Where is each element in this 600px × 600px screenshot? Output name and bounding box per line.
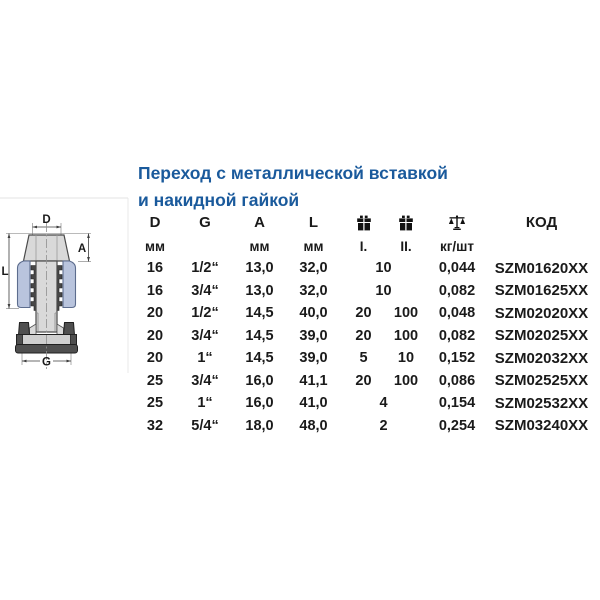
col-header-code: КОД <box>525 213 558 231</box>
table-cell: SZM02532XX <box>494 394 589 412</box>
table-cell: 32 <box>146 417 164 434</box>
table-cell: 20 <box>355 372 372 389</box>
table-cell: 0,082 <box>438 327 476 344</box>
page-title <box>138 160 448 214</box>
unit-l: мм <box>303 238 324 254</box>
unit-code <box>488 235 595 257</box>
table-cell: 20 <box>355 327 372 344</box>
table-cell: SZM02020XX <box>494 304 589 322</box>
table-cell: 48,0 <box>299 417 328 434</box>
scale-icon <box>448 215 466 231</box>
table-header-row <box>133 209 595 235</box>
table-cell: 41,1 <box>299 372 328 389</box>
table-units-row <box>133 235 595 257</box>
dim-label-l: L <box>1 266 9 278</box>
table-row <box>133 370 595 393</box>
page-title-line1: Переход с металлической вставкой <box>138 163 448 183</box>
col-header-pack1 <box>341 209 386 235</box>
unit-a: мм <box>249 238 270 254</box>
table-cell: 20 <box>146 350 164 367</box>
table-cell: 0,254 <box>438 417 476 434</box>
table-cell: 0,152 <box>438 350 476 367</box>
table-cell: 2 <box>379 417 388 434</box>
table-cell: 13,0 <box>245 282 274 299</box>
table-cell: 100 <box>393 372 419 389</box>
spec-table <box>133 209 595 437</box>
table-cell: 4 <box>379 395 388 412</box>
table-cell: 16 <box>146 260 164 277</box>
table-cell: 100 <box>393 327 419 344</box>
table-cell: 20 <box>355 305 372 322</box>
table-row <box>133 392 595 415</box>
table-cell: SZM02025XX <box>494 327 589 345</box>
table-cell: 16,0 <box>245 372 274 389</box>
col-header-a: A <box>254 213 265 231</box>
table-cell: 16 <box>146 282 164 299</box>
table-row <box>133 347 595 370</box>
page-title-line2: и накидной гайкой <box>138 190 300 210</box>
table-cell: 0,048 <box>438 305 476 322</box>
table-cell: 100 <box>393 305 419 322</box>
table-cell: 10 <box>397 350 415 367</box>
unit-weight: кг/шт <box>440 238 474 254</box>
col-header-weight <box>426 209 488 235</box>
table-cell: 10 <box>375 282 392 299</box>
table-cell: 39,0 <box>299 350 328 367</box>
table-row <box>133 257 595 280</box>
package-icon <box>398 215 414 231</box>
table-row <box>133 280 595 303</box>
table-cell: 1“ <box>197 350 213 367</box>
dim-label-g: G <box>42 356 51 369</box>
table-cell: 1“ <box>197 395 213 412</box>
table-cell: 14,5 <box>245 350 274 367</box>
unit-pack2: II. <box>400 238 412 254</box>
table-cell: 10 <box>375 260 392 277</box>
table-cell: 16,0 <box>245 395 274 412</box>
technical-drawing <box>0 195 130 380</box>
table-cell: 3/4“ <box>191 282 219 299</box>
table-cell: 0,044 <box>438 260 476 277</box>
dim-label-a: A <box>77 243 87 255</box>
table-cell: 3/4“ <box>191 327 219 344</box>
table-row <box>133 302 595 325</box>
table-row <box>133 325 595 348</box>
table-cell: SZM02525XX <box>494 372 589 390</box>
unit-d: мм <box>145 238 165 254</box>
table-cell: 20 <box>146 305 164 322</box>
table-cell: 32,0 <box>299 282 328 299</box>
table-cell: 13,0 <box>245 260 274 277</box>
table-cell: 5 <box>359 350 368 367</box>
table-cell: 14,5 <box>245 327 274 344</box>
table-cell: 39,0 <box>299 327 328 344</box>
table-cell: 1/2“ <box>191 305 219 322</box>
table-cell: 32,0 <box>299 260 328 277</box>
fitting-cross-section <box>0 195 130 380</box>
table-cell: 0,086 <box>438 372 476 389</box>
spec-table-body <box>133 257 595 437</box>
table-cell: SZM03240XX <box>494 417 589 435</box>
col-header-d: D <box>149 213 161 231</box>
unit-pack1: I. <box>359 238 368 254</box>
table-cell: 0,154 <box>438 395 476 412</box>
table-cell: SZM02032XX <box>494 349 589 367</box>
table-cell: 25 <box>146 372 164 389</box>
col-header-l: L <box>308 213 319 231</box>
dim-label-d: D <box>42 214 51 226</box>
table-row <box>133 415 595 438</box>
table-cell: SZM01620XX <box>494 259 589 277</box>
table-cell: 1/2“ <box>191 260 219 277</box>
unit-g <box>177 235 233 257</box>
table-cell: 14,5 <box>245 305 274 322</box>
table-cell: SZM01625XX <box>494 282 589 300</box>
table-cell: 40,0 <box>299 305 328 322</box>
table-cell: 20 <box>146 327 164 344</box>
table-cell: 18,0 <box>245 417 274 434</box>
table-cell: 0,082 <box>438 282 476 299</box>
table-cell: 5/4“ <box>191 417 219 434</box>
table-cell: 25 <box>146 395 164 412</box>
package-icon <box>356 215 372 231</box>
col-header-g: G <box>199 213 211 231</box>
table-cell: 41,0 <box>299 395 328 412</box>
col-header-pack2 <box>386 209 426 235</box>
table-cell: 3/4“ <box>191 372 219 389</box>
